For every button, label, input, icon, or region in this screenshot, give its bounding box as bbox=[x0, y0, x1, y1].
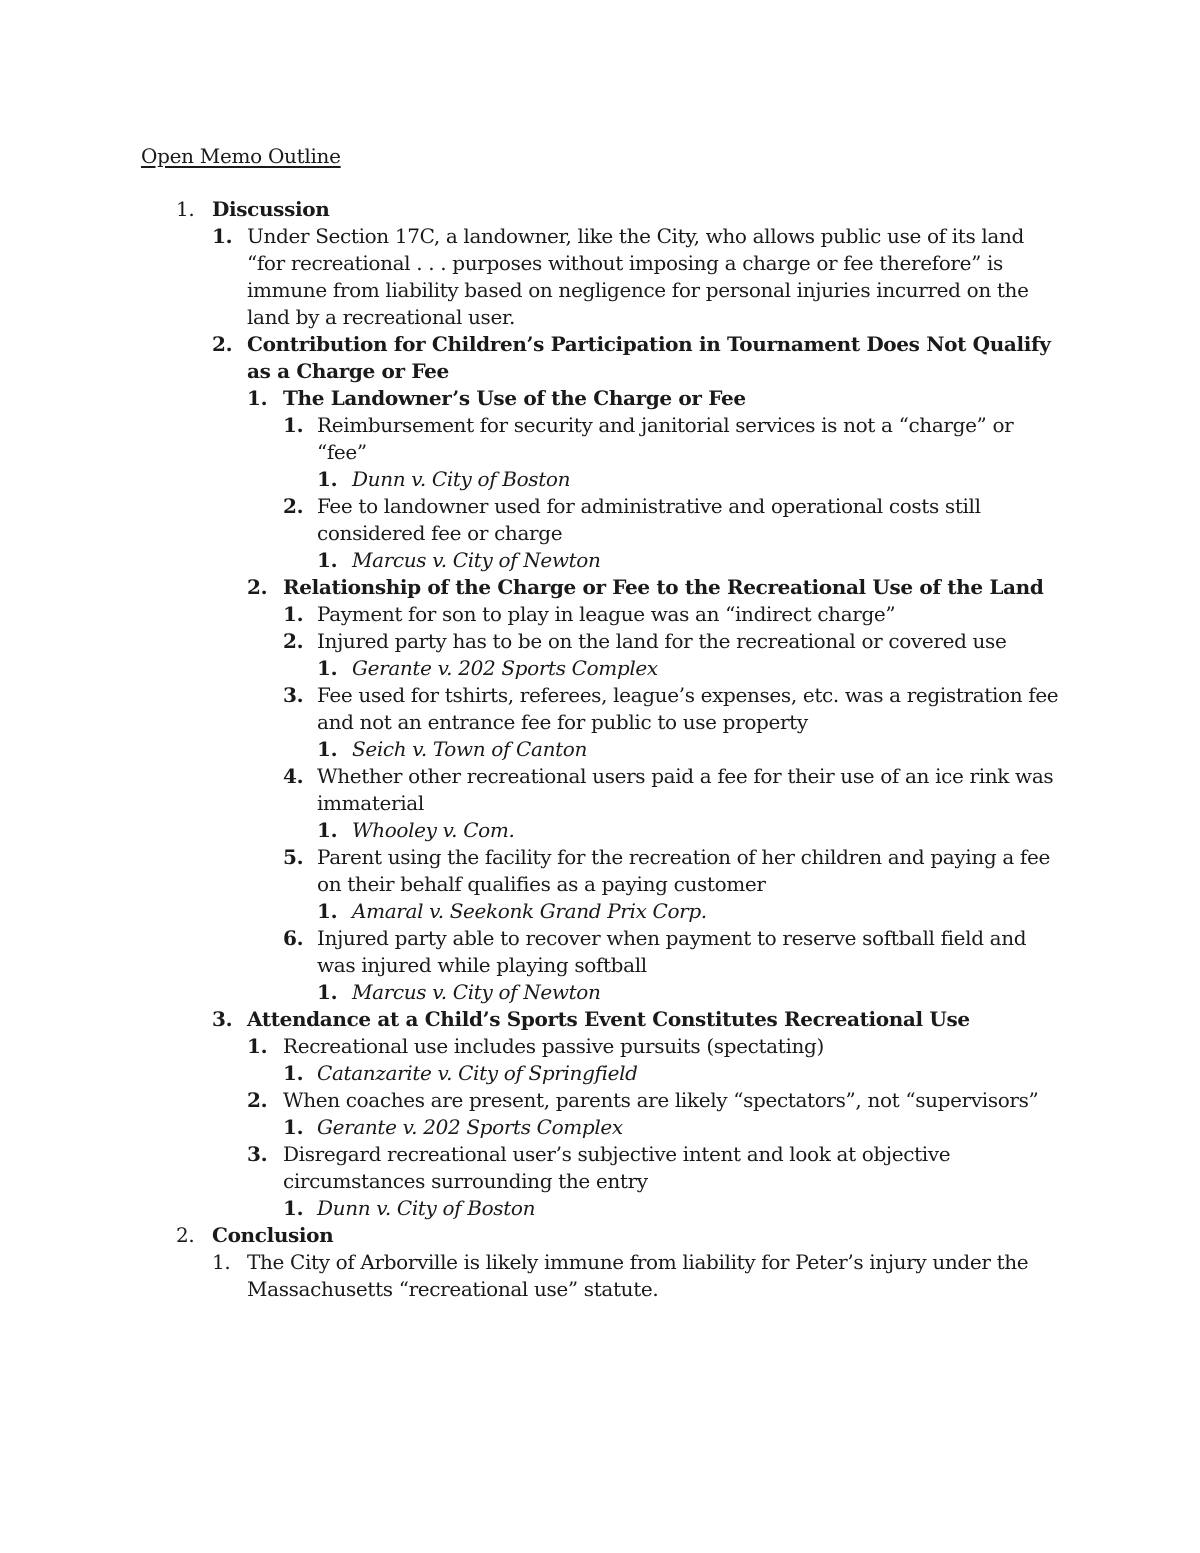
outline-item-number: 1. bbox=[176, 197, 195, 221]
outline-item-number: 2. bbox=[283, 494, 304, 518]
case-citation: Gerante v. 202 Sports Complex bbox=[352, 656, 658, 680]
outline-item-number: 1. bbox=[283, 1061, 304, 1085]
outline-item-number: 1. bbox=[247, 386, 268, 410]
outline-item-text: Parent using the facility for the recreation of her children and paying a fee on their behalf qualifies as a paying customer bbox=[317, 845, 1050, 896]
outline-item-number: 3. bbox=[283, 683, 304, 707]
outline-heading: Conclusion bbox=[212, 1223, 334, 1247]
outline-item-text: Disregard recreational user’s subjective intent and look at objective circumstances surrounding the entry bbox=[283, 1142, 951, 1193]
outline-heading: The Landowner’s Use of the Charge or Fee bbox=[283, 386, 746, 410]
case-citation: Marcus v. City of Newton bbox=[352, 980, 601, 1004]
outline-item-number: 1. bbox=[212, 224, 233, 248]
outline-item-number: 1. bbox=[212, 1250, 231, 1274]
outline-item-text: Reimbursement for security and janitorial services is not a “charge” or “fee” bbox=[317, 413, 1014, 464]
outline-item bbox=[0, 1033, 1200, 1060]
outline-item bbox=[0, 844, 1200, 898]
outline-item-number: 3. bbox=[212, 1007, 233, 1031]
outline-item bbox=[0, 925, 1200, 979]
outline-item-text: Fee to landowner used for administrative and operational costs still considered fee or charge bbox=[317, 494, 981, 545]
outline-item-number: 3. bbox=[247, 1142, 268, 1166]
outline-item bbox=[0, 1141, 1200, 1195]
outline-item-number: 1. bbox=[317, 899, 338, 923]
outline-item bbox=[0, 682, 1200, 736]
outline-item bbox=[0, 655, 1200, 682]
outline-item-number: 2. bbox=[283, 629, 304, 653]
case-citation: Catanzarite v. City of Springfield bbox=[317, 1061, 638, 1085]
outline-item bbox=[0, 1114, 1200, 1141]
outline-item-number: 6. bbox=[283, 926, 304, 950]
outline-item bbox=[0, 331, 1200, 385]
outline-item-number: 2. bbox=[247, 575, 268, 599]
case-citation: Dunn v. City of Boston bbox=[317, 1196, 536, 1220]
outline-item-text: The City of Arborville is likely immune from liability for Peter’s injury under the Massachusetts “recreational use” statute. bbox=[247, 1250, 1029, 1301]
outline-item bbox=[0, 412, 1200, 466]
outline-item-number: 2. bbox=[212, 332, 233, 356]
outline-item-number: 5. bbox=[283, 845, 304, 869]
outline-item-text: Injured party able to recover when payment to reserve softball field and was injured while playing softball bbox=[317, 926, 1027, 977]
outline-item-number: 4. bbox=[283, 764, 304, 788]
outline-item-number: 1. bbox=[317, 467, 338, 491]
outline-item bbox=[0, 898, 1200, 925]
case-citation: Marcus v. City of Newton bbox=[352, 548, 601, 572]
outline-item bbox=[0, 1006, 1200, 1033]
outline-item-number: 1. bbox=[317, 737, 338, 761]
case-citation: Amaral v. Seekonk Grand Prix Corp. bbox=[352, 899, 707, 923]
outline-item bbox=[0, 763, 1200, 817]
outline-item-number: 1. bbox=[317, 656, 338, 680]
outline-item-text: Recreational use includes passive pursuits (spectating) bbox=[283, 1034, 824, 1058]
outline-item bbox=[0, 1195, 1200, 1222]
outline-item bbox=[0, 493, 1200, 547]
outline-item bbox=[0, 736, 1200, 763]
outline-item-text: Under Section 17C, a landowner, like the City, who allows public use of its land “for recreational . . . purposes without imposing a charge or fee therefore” is immune from liability based on negligence for personal injuries incurred on the land by a recreational user. bbox=[247, 224, 1029, 329]
outline-item-number: 1. bbox=[317, 980, 338, 1004]
outline-item-text: Payment for son to play in league was an “indirect charge” bbox=[317, 602, 896, 626]
outline-list bbox=[0, 196, 1200, 1303]
outline-item-text: Injured party has to be on the land for the recreational or covered use bbox=[317, 629, 1007, 653]
outline-item bbox=[0, 979, 1200, 1006]
outline-item-number: 1. bbox=[317, 818, 338, 842]
outline-item-number: 1. bbox=[247, 1034, 268, 1058]
outline-item bbox=[0, 601, 1200, 628]
outline-item bbox=[0, 1087, 1200, 1114]
outline-item bbox=[0, 1249, 1200, 1303]
outline-item-text: Whether other recreational users paid a fee for their use of an ice rink was immaterial bbox=[317, 764, 1054, 815]
case-citation: Whooley v. Com. bbox=[352, 818, 515, 842]
outline-heading: Attendance at a Child’s Sports Event Constitutes Recreational Use bbox=[247, 1007, 970, 1031]
outline-item-number: 1. bbox=[317, 548, 338, 572]
outline-item-number: 2. bbox=[176, 1223, 195, 1247]
case-citation: Dunn v. City of Boston bbox=[352, 467, 571, 491]
outline-item bbox=[0, 1060, 1200, 1087]
outline-item bbox=[0, 1222, 1200, 1249]
outline-item bbox=[0, 817, 1200, 844]
outline-heading: Relationship of the Charge or Fee to the Recreational Use of the Land bbox=[283, 575, 1044, 599]
outline-item bbox=[0, 385, 1200, 412]
outline-item bbox=[0, 574, 1200, 601]
outline-heading: Contribution for Children’s Participation in Tournament Does Not Qualify as a Charge or Fee bbox=[247, 332, 1051, 383]
outline-item-text: Fee used for tshirts, referees, league’s expenses, etc. was a registration fee and not an entrance fee for public to use property bbox=[317, 683, 1059, 734]
outline-item bbox=[0, 196, 1200, 223]
outline-item-number: 2. bbox=[247, 1088, 268, 1112]
outline-item bbox=[0, 628, 1200, 655]
outline-heading: Discussion bbox=[212, 197, 330, 221]
outline-item bbox=[0, 223, 1200, 331]
outline-item-number: 1. bbox=[283, 413, 304, 437]
outline-item-text: When coaches are present, parents are likely “spectators”, not “supervisors” bbox=[283, 1088, 1039, 1112]
outline-item-number: 1. bbox=[283, 1196, 304, 1220]
outline-item-number: 1. bbox=[283, 1115, 304, 1139]
case-citation: Gerante v. 202 Sports Complex bbox=[317, 1115, 623, 1139]
outline-item bbox=[0, 547, 1200, 574]
outline-item-number: 1. bbox=[283, 602, 304, 626]
case-citation: Seich v. Town of Canton bbox=[352, 737, 588, 761]
outline-item bbox=[0, 466, 1200, 493]
page-title: Open Memo Outline bbox=[141, 144, 341, 168]
